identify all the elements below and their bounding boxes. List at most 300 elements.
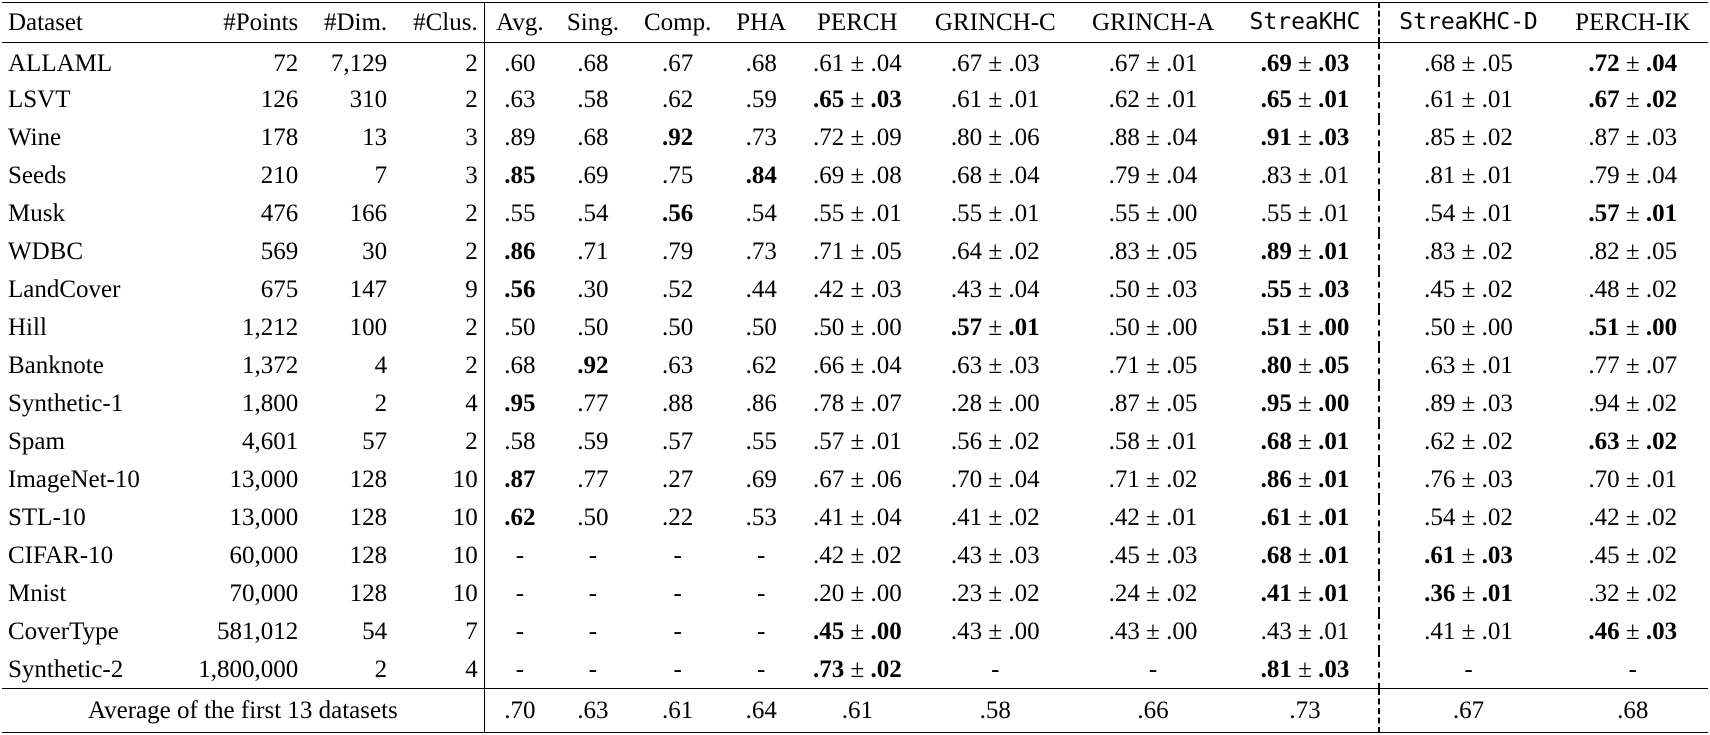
cell-score (725, 195, 798, 233)
cell-score: .95 ± .00 (1232, 385, 1378, 423)
score-mean: .55 (812, 200, 845, 227)
score-value: - (1628, 655, 1637, 683)
cell-score: .45 ± .02 (1424, 276, 1513, 303)
cell-score (725, 81, 798, 119)
score-mean: .68 (1424, 50, 1456, 78)
cell-score (555, 423, 631, 461)
cell-score (631, 537, 725, 575)
cell-score: .32 ± .02 (1588, 580, 1678, 607)
cell-score (631, 157, 725, 195)
score-value: .60 (504, 50, 536, 78)
score-mean: .57 (950, 314, 983, 341)
cell-score: .61 ± .01 (950, 86, 1040, 113)
score-mean: .89 (1260, 238, 1292, 265)
score-mean: .50 (812, 314, 845, 341)
score-mean: .63 (1424, 352, 1456, 379)
cell-score (631, 195, 725, 233)
cell-score: .41 ± .04 (812, 504, 902, 531)
score-value: .53 (745, 504, 777, 531)
cell-score (484, 81, 555, 119)
score-std: .01 (1318, 466, 1350, 493)
header-grinch-a: GRINCH-A (1074, 3, 1233, 43)
score-std: .00 (1166, 618, 1198, 645)
score-mean: .61 (1424, 542, 1456, 569)
score-value: .68 (504, 352, 536, 379)
score-mean: .85 (1424, 124, 1456, 151)
cell-dim: 310 (349, 86, 388, 113)
score-std: .02 (1645, 428, 1678, 455)
cell-dim: 128 (349, 542, 388, 569)
score-std: .01 (1318, 200, 1350, 227)
score-mean: .61 (812, 50, 845, 78)
cell-clus: 2 (393, 81, 484, 119)
cell-score: .50 ± .00 (812, 314, 902, 341)
cell-points: 13,000 (229, 504, 299, 531)
score-mean: .67 (812, 466, 845, 493)
cell-score: .41 ± .01 (1232, 575, 1378, 613)
summary-value: .61 (798, 689, 917, 733)
table-row (2, 651, 1708, 689)
cell-score (484, 575, 555, 613)
score-value: .62 (504, 504, 536, 531)
score-mean: .68 (950, 162, 983, 189)
score-value: .56 (662, 200, 694, 227)
score-value: .58 (504, 428, 536, 455)
score-value: .84 (745, 162, 777, 189)
cell-score: .89 ± .03 (1424, 390, 1513, 417)
score-std: .03 (1318, 655, 1350, 683)
cell-score: .62 ± .01 (1108, 86, 1198, 113)
header-streakhc: StreaKHC (1232, 3, 1378, 43)
cell-dim: 128 (349, 466, 388, 493)
score-value: - (673, 655, 682, 683)
cell-clus: 10 (393, 499, 484, 537)
cell-score (725, 461, 798, 499)
score-value: .50 (577, 314, 609, 341)
score-mean: .51 (1260, 314, 1292, 341)
score-std: .05 (1481, 50, 1513, 78)
score-std: .02 (1481, 124, 1513, 151)
score-std: .01 (1481, 352, 1513, 379)
cell-score (917, 651, 1074, 689)
cell-score: .85 ± .02 (1424, 124, 1513, 151)
score-mean: .48 (1588, 276, 1620, 303)
score-mean: .94 (1588, 390, 1620, 417)
cell-score: .82 ± .05 (1588, 238, 1678, 265)
score-value: .44 (745, 276, 777, 303)
cell-dim: 54 (362, 618, 388, 645)
score-value: .73 (745, 124, 777, 151)
cell-clus: 4 (393, 651, 484, 689)
summary-value: .73 (1232, 689, 1378, 733)
cell-score (631, 81, 725, 119)
score-std: .05 (1318, 352, 1350, 379)
score-mean: .54 (1424, 200, 1456, 227)
cell-dim: 147 (349, 276, 388, 303)
cell-score: .77 ± .07 (1588, 352, 1678, 379)
score-std: .00 (1166, 314, 1198, 341)
cell-score: .42 ± .03 (812, 276, 902, 303)
cell-score: .45 ± .03 (1108, 542, 1198, 569)
cell-score: .55 ± .01 (950, 200, 1040, 227)
score-std: .02 (1645, 86, 1678, 113)
score-value: .68 (577, 50, 609, 78)
score-std: .01 (1318, 618, 1350, 645)
cell-score: .61 ± .04 (812, 50, 902, 78)
score-std: .03 (1008, 50, 1040, 78)
cell-dim: 30 (362, 238, 388, 265)
cell-points: 70,000 (229, 580, 299, 607)
cell-score (725, 271, 798, 309)
score-mean: .28 (950, 390, 983, 417)
cell-score (555, 347, 631, 385)
cell-dim: 2 (374, 655, 388, 683)
score-value: .79 (662, 238, 694, 265)
cell-score (631, 119, 725, 157)
cell-score: .45 ± .00 (812, 618, 902, 645)
score-mean: .69 (812, 162, 845, 189)
score-std: .03 (870, 276, 902, 303)
cell-dim: 128 (349, 504, 388, 531)
score-std: .00 (1645, 314, 1678, 341)
score-std: .05 (870, 238, 902, 265)
score-std: .04 (1166, 162, 1198, 189)
score-value: .30 (577, 276, 609, 303)
score-std: .02 (1481, 504, 1513, 531)
score-std: .03 (1008, 352, 1040, 379)
score-std: .03 (1166, 276, 1198, 303)
score-std: .01 (1166, 50, 1198, 78)
cell-score: .51 ± .00 (1232, 309, 1378, 347)
cell-points: 178 (260, 124, 299, 151)
table-body (2, 43, 1708, 733)
score-std: .04 (1166, 124, 1198, 151)
score-value: .59 (577, 428, 609, 455)
score-value: .77 (577, 390, 609, 417)
cell-score: .67 ± .03 (950, 50, 1040, 78)
cell-score: .51 ± .00 (1588, 314, 1678, 341)
score-value: .50 (662, 314, 694, 341)
cell-clus: 2 (393, 233, 484, 271)
cell-score (555, 499, 631, 537)
score-mean: .42 (812, 542, 845, 569)
cell-score (555, 385, 631, 423)
score-mean: .72 (812, 124, 845, 151)
cell-score: .67 ± .01 (1108, 50, 1198, 78)
cell-score: .41 ± .01 (1424, 618, 1513, 645)
cell-score: .81 ± .01 (1424, 162, 1513, 189)
score-value: .88 (662, 390, 694, 417)
score-mean: .24 (1108, 580, 1140, 607)
cell-score: .79 ± .04 (1588, 162, 1678, 189)
score-value: - (673, 580, 682, 607)
score-mean: .89 (1424, 390, 1456, 417)
header-avg: Avg. (484, 3, 555, 43)
score-mean: .41 (1260, 580, 1292, 607)
cell-score (631, 461, 725, 499)
score-std: .05 (1166, 238, 1198, 265)
score-std: .01 (1481, 162, 1513, 189)
cell-score: .67 ± .02 (1588, 86, 1678, 113)
cell-score (484, 195, 555, 233)
summary-value: .70 (484, 689, 555, 733)
cell-score: .80 ± .06 (950, 124, 1040, 151)
cell-score: .72 ± .04 (1588, 50, 1678, 78)
cell-points: 1,800,000 (198, 655, 299, 683)
cell-dataset: Musk (8, 200, 65, 227)
score-mean: .57 (812, 428, 845, 455)
cell-points: 675 (260, 276, 299, 303)
cell-clus: 10 (393, 537, 484, 575)
table-row (2, 81, 1708, 119)
score-mean: .50 (1424, 314, 1456, 341)
score-std: .03 (1166, 542, 1198, 569)
cell-score: .43 ± .03 (950, 542, 1040, 569)
cell-score (555, 119, 631, 157)
score-mean: .83 (1108, 238, 1140, 265)
cell-score: .81 ± .03 (1232, 651, 1378, 689)
cell-score: .83 ± .05 (1108, 238, 1198, 265)
score-mean: .81 (1260, 655, 1292, 683)
cell-score (725, 537, 798, 575)
score-std: .01 (1318, 86, 1350, 113)
score-mean: .57 (1588, 200, 1620, 227)
cell-points: 210 (260, 162, 299, 189)
summary-value: .63 (555, 689, 631, 733)
cell-dim: 166 (349, 200, 388, 227)
cell-dim: 57 (362, 428, 388, 455)
cell-score (631, 347, 725, 385)
score-mean: .83 (1424, 238, 1456, 265)
score-mean: .45 (1588, 542, 1620, 569)
score-mean: .42 (1588, 504, 1620, 531)
score-mean: .72 (1588, 50, 1620, 78)
score-value: .63 (662, 352, 694, 379)
score-mean: .70 (950, 466, 983, 493)
cell-score (725, 233, 798, 271)
score-std: .02 (1645, 276, 1678, 303)
cell-dataset: Synthetic-1 (8, 390, 124, 417)
cell-score (555, 537, 631, 575)
score-std: .03 (1318, 50, 1350, 78)
cell-dataset: LSVT (8, 86, 71, 113)
cell-score (725, 423, 798, 461)
cell-score (1379, 651, 1558, 689)
score-value: .68 (577, 124, 609, 151)
cell-points: 1,212 (242, 314, 299, 341)
score-std: .03 (1008, 542, 1040, 569)
cell-score (725, 575, 798, 613)
cell-score (484, 461, 555, 499)
cell-score: .57 ± .01 (1588, 200, 1678, 227)
header-grinch-c: GRINCH-C (917, 3, 1074, 43)
cell-score (555, 575, 631, 613)
score-mean: .73 (812, 655, 845, 683)
cell-score (484, 309, 555, 347)
score-std: .01 (1166, 504, 1198, 531)
cell-score (555, 157, 631, 195)
cell-score (725, 613, 798, 651)
cell-score (631, 385, 725, 423)
score-mean: .61 (950, 86, 983, 113)
score-mean: .41 (812, 504, 845, 531)
score-value: .63 (504, 86, 536, 113)
score-value: .59 (745, 86, 777, 113)
cell-score: .61 ± .01 (1232, 499, 1378, 537)
header-dataset: Dataset (2, 3, 172, 43)
score-mean: .50 (1108, 276, 1140, 303)
cell-score: .36 ± .01 (1424, 580, 1513, 607)
cell-score (484, 613, 555, 651)
score-value: .71 (577, 238, 609, 265)
cell-score (555, 461, 631, 499)
score-mean: .80 (950, 124, 983, 151)
score-mean: .68 (1260, 542, 1292, 569)
cell-score (555, 81, 631, 119)
cell-score: .83 ± .01 (1232, 157, 1378, 195)
cell-score: .55 ± .01 (1232, 195, 1378, 233)
cell-dataset: CIFAR-10 (8, 542, 114, 569)
score-std: .01 (1481, 580, 1513, 607)
summary-value: .68 (1558, 689, 1708, 733)
score-std: .05 (1645, 238, 1678, 265)
score-mean: .83 (1260, 162, 1292, 189)
summary-value: .58 (917, 689, 1074, 733)
header-clus: #Clus. (393, 3, 484, 43)
score-std: .02 (1481, 276, 1513, 303)
score-std: .02 (1645, 390, 1678, 417)
score-std: .01 (870, 200, 902, 227)
score-std: .01 (1481, 200, 1513, 227)
cell-score: .68 ± .05 (1424, 50, 1513, 78)
cell-points: 126 (260, 86, 299, 113)
score-value: .68 (745, 50, 777, 78)
score-std: .03 (1645, 124, 1678, 151)
score-std: .07 (1645, 352, 1678, 379)
cell-dim: 2 (374, 390, 388, 417)
score-mean: .81 (1424, 162, 1456, 189)
score-std: .00 (1318, 390, 1350, 417)
score-mean: .20 (812, 580, 845, 607)
table-row (2, 43, 1708, 81)
score-value: .22 (662, 504, 694, 531)
score-value: .55 (745, 428, 777, 455)
score-mean: .71 (812, 238, 845, 265)
score-value: - (515, 655, 525, 683)
cell-score: .73 ± .02 (812, 655, 902, 683)
score-std: .02 (1008, 580, 1040, 607)
table-row (2, 461, 1708, 499)
cell-points: 72 (273, 50, 299, 78)
cell-score: .65 ± .03 (812, 86, 902, 113)
cell-points: 1,800 (242, 390, 299, 417)
cell-score (484, 119, 555, 157)
score-value: - (991, 655, 1000, 683)
score-value: - (757, 618, 766, 645)
score-std: .09 (870, 124, 902, 151)
score-value: .57 (662, 428, 694, 455)
cell-score: .61 ± .03 (1424, 542, 1513, 569)
cell-score: .68 ± .01 (1232, 537, 1378, 575)
cell-score: .87 ± .03 (1588, 124, 1678, 151)
cell-score: .64 ± .02 (950, 238, 1040, 265)
score-value: .75 (662, 162, 694, 189)
score-std: .01 (1008, 86, 1040, 113)
score-mean: .58 (1108, 428, 1140, 455)
score-value: - (588, 655, 598, 683)
cell-score: .69 ± .08 (812, 162, 902, 189)
score-mean: .50 (1108, 314, 1140, 341)
cell-clus: 2 (393, 347, 484, 385)
cell-score (631, 309, 725, 347)
score-value: .50 (745, 314, 777, 341)
score-std: .02 (1645, 580, 1678, 607)
score-mean: .67 (1108, 50, 1140, 78)
score-value: .85 (504, 162, 536, 189)
cell-score: .57 ± .01 (812, 428, 902, 455)
cell-dataset: LandCover (8, 276, 121, 303)
header-row (2, 3, 1708, 43)
cell-score: .41 ± .02 (950, 504, 1040, 531)
cell-score: .63 ± .01 (1424, 352, 1513, 379)
cell-dim: 100 (349, 314, 388, 341)
score-value: .69 (577, 162, 609, 189)
cell-score: .43 ± .00 (1108, 618, 1198, 645)
table-row (2, 157, 1708, 195)
score-std: .04 (1008, 466, 1040, 493)
score-std: .00 (1008, 618, 1040, 645)
score-mean: .43 (950, 618, 983, 645)
score-std: .02 (1645, 542, 1678, 569)
score-mean: .95 (1260, 390, 1292, 417)
score-std: .01 (1166, 86, 1198, 113)
score-std: .00 (1481, 314, 1513, 341)
cell-score: .43 ± .01 (1232, 613, 1378, 651)
cell-clus: 2 (393, 309, 484, 347)
cell-score (484, 537, 555, 575)
score-mean: .41 (950, 504, 983, 531)
cell-dataset: ImageNet-10 (8, 466, 140, 493)
score-mean: .68 (1260, 428, 1292, 455)
table-row (2, 271, 1708, 309)
score-mean: .77 (1588, 352, 1620, 379)
score-mean: .91 (1260, 124, 1292, 151)
cell-score: .24 ± .02 (1108, 580, 1198, 607)
cell-score: .46 ± .03 (1588, 618, 1678, 645)
cell-dataset: CoverType (8, 618, 119, 645)
score-mean: .46 (1588, 618, 1620, 645)
cell-score: .55 ± .00 (1108, 200, 1198, 227)
header-comp: Comp. (631, 3, 725, 43)
score-value: - (757, 542, 766, 569)
score-mean: .67 (950, 50, 983, 78)
table-row (2, 347, 1708, 385)
score-value: .27 (662, 466, 694, 493)
score-value: .62 (745, 352, 777, 379)
cell-score (555, 651, 631, 689)
cell-score (484, 271, 555, 309)
score-std: .00 (870, 314, 902, 341)
cell-score: .63 ± .02 (1588, 428, 1678, 455)
score-mean: .45 (1424, 276, 1456, 303)
cell-score: .83 ± .02 (1424, 238, 1513, 265)
score-std: .03 (1481, 542, 1513, 569)
score-std: .01 (1318, 238, 1350, 265)
score-value: .62 (662, 86, 694, 113)
cell-score: .80 ± .05 (1232, 347, 1378, 385)
score-mean: .87 (1588, 124, 1620, 151)
score-mean: .86 (1260, 466, 1292, 493)
